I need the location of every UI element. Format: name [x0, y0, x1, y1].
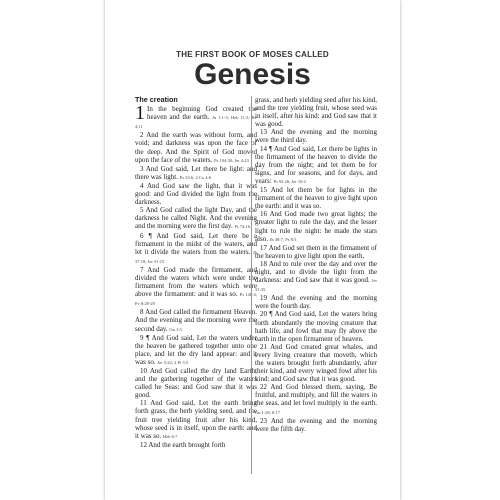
verse-number: 4: [140, 181, 144, 190]
cross-reference: Ps 33:6; 2 Co 4:6: [179, 174, 211, 180]
verse-number: 16: [260, 210, 267, 219]
verse-text: And God said, Let the earth bring forth grass, the herb yielding seed, and the fruit tree yielding fruit after his kind, whose seed is in itself, upon the earth: and it was so.: [135, 399, 257, 440]
verse-text: And God said, Let there be light: and there was light.: [135, 164, 257, 181]
left-verses: [135, 102, 258, 449]
verse-text: And the earth was without form, and void; and darkness was upon the face of the deep. And the Spirit of God moved upon the face of the waters.: [135, 131, 257, 164]
verse: [255, 260, 377, 294]
verse-text: And God called the light Day, and the darkness he called Night. And the evening and the morning were the first day.: [135, 206, 257, 231]
cross-reference: Jb 38:7; Ps 8:3: [269, 236, 297, 242]
verse-number: 21: [260, 342, 267, 351]
book-title: Genesis: [194, 58, 311, 91]
cross-reference: Heb 6:7: [163, 433, 178, 439]
cross-reference: Ps 148:4; Pv 8:28-29: [135, 292, 257, 307]
verse: [135, 165, 257, 182]
verse-text: And God called the dry land Earth; and the gathering together of the waters called he Seas: and God saw that it was good.: [135, 367, 258, 400]
cross-reference: Jb 37:18; Jer 51:15: [135, 249, 257, 264]
verse-number: 13: [260, 128, 267, 137]
verse-text: And the evening and the morning were the third day.: [255, 128, 377, 145]
verse-number: 8: [140, 308, 144, 317]
right-column: [255, 96, 377, 433]
cross-reference: Ps 74:16: [234, 224, 251, 230]
verse-text: ¶ And God said, Let there be lights in the firmament of the heaven to divide the day from the night; and let them be for signs, and for seasons, and for days, and years:: [255, 144, 378, 185]
verse-text: And God set them in the firmament of the heaven to give light upon the earth,: [255, 243, 377, 260]
verse-text: And God created great whales, and every living creature that moveth, which the waters brought forth abundantly, after their kind, and every winged fowl after his kind: and God saw that it was good.: [255, 342, 377, 384]
verse-number: 20: [260, 310, 267, 319]
cross-reference: Jer 5:22; 2 Pt 3:5: [157, 359, 189, 365]
verse-number: 19: [260, 294, 267, 303]
bible-page: [105, 0, 400, 500]
column-divider: [251, 96, 252, 474]
verse: [255, 96, 377, 128]
verse-text: And the evening and the morning were the fourth day.: [255, 294, 377, 311]
cross-reference: Ps 92:26; Jer 10:2: [273, 178, 306, 184]
verse: [255, 145, 377, 186]
verse-number: 12: [140, 440, 147, 449]
verse: [255, 417, 377, 433]
cross-reference: Ps 104:30; Jer 4:23: [214, 157, 249, 163]
verse-number: 18: [260, 259, 267, 268]
verse-number: 6: [140, 231, 144, 240]
book-header: [105, 50, 400, 90]
verse: [135, 182, 257, 206]
verse: [255, 244, 377, 260]
cross-reference: Gn 1:28; 8:17: [255, 409, 281, 415]
verse-text: And God saw the light, that it was good: and God divided the light from the darkness.: [135, 181, 258, 207]
verse-number: 7: [140, 265, 144, 274]
verse-number: 14: [260, 144, 267, 153]
verse-number: 11: [140, 399, 147, 408]
verse: [135, 102, 257, 131]
section-heading: The creation: [135, 95, 178, 104]
book-pretitle: THE FIRST BOOK OF MOSES CALLED: [176, 50, 329, 59]
verse: [255, 343, 377, 383]
verse: [135, 232, 257, 266]
verse-text: ¶ And God said, Let there be a firmament in the midst of the waters, and let it divide the waters from the waters.: [135, 231, 258, 256]
verse-number: 22: [260, 383, 267, 392]
verse-text: And God called the firmament Heaven. And the evening and the morning were the second day.: [135, 308, 257, 333]
cross-reference: Gn 1:5: [169, 326, 182, 332]
verse: [255, 128, 377, 144]
verse-number: 15: [260, 186, 267, 195]
verse-number: 5: [140, 206, 144, 215]
verse-text: And God made the firmament, and divided the waters which were under the firmament from the waters which were above the firmament: and it was so.: [135, 265, 257, 299]
verse-text: ¶ And God said, Let the waters under the heaven be gathered together unto one place, and let the dry land appear: and it was so.: [135, 333, 257, 366]
verse-number: 2: [140, 131, 144, 140]
verse: [255, 383, 377, 416]
chapter-number: 1: [135, 102, 145, 125]
verse-text: And to rule over the day and over the night, and to divide the light from the darkness: and God saw that it was good.: [255, 259, 378, 285]
verse: [135, 334, 257, 367]
verse-text: In the beginning God created the heaven and the earth.: [147, 105, 257, 122]
verse-text: ¶ And God said, Let the waters bring forth abundantly the moving creature that hath life, and fowl that may fly above the earth in the open firmament of heaven.: [255, 310, 378, 343]
verse: [255, 310, 377, 342]
cross-reference: Jn 1:1-3; Heb 11:3; Rv 4:11: [135, 115, 257, 130]
verse: [255, 186, 377, 210]
verse: [135, 131, 257, 164]
verse-text: And let them be for lights in the firmament of the heaven to give light upon the earth: and it was so.: [255, 186, 377, 211]
verse-number: 9: [140, 333, 144, 342]
verse-text: And God blessed them, saying, Be fruitful, and multiply, and fill the waters in the seas, and let fowl multiply in the earth.: [255, 383, 378, 408]
left-column: [135, 96, 257, 449]
cross-reference: Jer 31:35: [255, 278, 377, 293]
verse-number: 23: [260, 416, 267, 425]
verse: [135, 441, 257, 449]
verse-number: 3: [140, 164, 144, 173]
right-verses: [255, 96, 377, 433]
verse-number: 17: [260, 243, 267, 252]
verse-number: 10: [140, 367, 147, 375]
verse-text: And the earth brought forth: [148, 440, 226, 449]
verse: [135, 399, 257, 440]
verse-text: And God made two great lights; the greater light to rule the day, and the lesser light to rule the night: he made the stars also.: [255, 210, 377, 243]
verse: [135, 266, 257, 308]
verse-text: And the evening and the morning were the fifth day.: [255, 416, 377, 433]
verse: [255, 294, 377, 310]
verse: [135, 308, 257, 333]
verse: [135, 367, 257, 399]
verse: [135, 206, 257, 231]
verse: [255, 210, 377, 243]
verse-text: grass, and herb yielding seed after his kind, and the tree yielding fruit, whose seed was in itself, after his kind: and God saw that it was good.: [255, 96, 377, 129]
